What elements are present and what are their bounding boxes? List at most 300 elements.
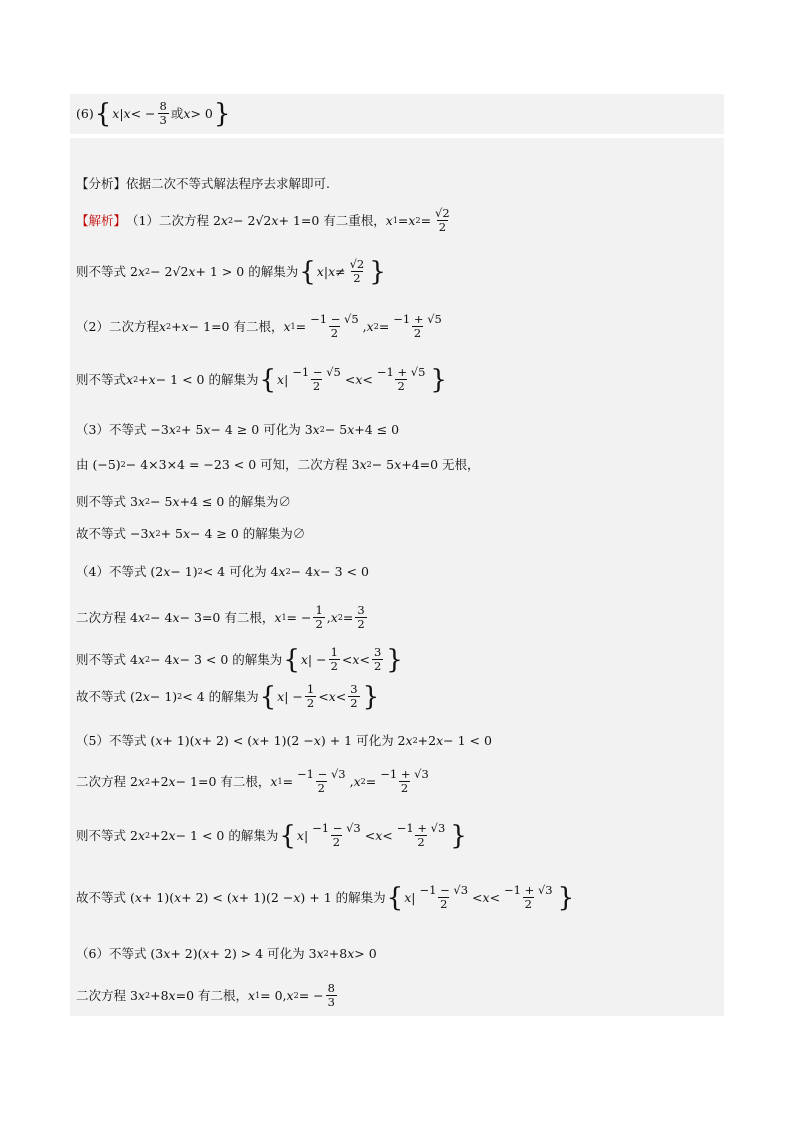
text-run: = bbox=[295, 318, 307, 334]
text-run: < bbox=[364, 827, 376, 843]
math-line-l13 bbox=[76, 683, 380, 710]
text-run: ≠ bbox=[335, 263, 346, 279]
text-run: − 1 < 0 的解集为 bbox=[155, 371, 259, 387]
text-run: | bbox=[303, 827, 309, 843]
text-run: − 5 bbox=[371, 457, 395, 472]
fraction bbox=[308, 313, 361, 340]
denominator: 2 bbox=[438, 220, 447, 234]
text-run: | bbox=[119, 105, 124, 121]
math-variable: x bbox=[277, 371, 285, 387]
text-run: =0 有二根， bbox=[175, 987, 248, 1003]
denominator: 2 bbox=[524, 897, 532, 911]
math-line-l19 bbox=[76, 982, 339, 1009]
subscript: 2 bbox=[373, 321, 379, 331]
fraction bbox=[326, 982, 337, 1009]
subscript: 1 bbox=[277, 776, 283, 786]
math-variable: x bbox=[182, 526, 191, 541]
text-run: < bbox=[472, 889, 483, 905]
math-variable: x bbox=[278, 564, 286, 579]
superscript: 2 bbox=[145, 266, 151, 276]
math-variable: x bbox=[142, 688, 150, 704]
text-run: − 3 < 0 的解集为 bbox=[179, 651, 283, 667]
text-run: + 2) < ( bbox=[201, 733, 253, 748]
math-variable: x bbox=[172, 494, 180, 509]
text-run: +2 bbox=[150, 827, 169, 843]
math-variable: x bbox=[352, 651, 360, 667]
set-brace: { bbox=[299, 256, 316, 287]
denominator: 2 bbox=[413, 326, 422, 340]
text-run: < 4 的解集为 bbox=[182, 688, 259, 704]
denominator: 2 bbox=[353, 271, 361, 285]
text-run: 二次方程 2 bbox=[76, 773, 138, 789]
math-line-l0 bbox=[76, 100, 231, 127]
denominator: 2 bbox=[373, 659, 382, 673]
math-variable: x bbox=[231, 889, 239, 905]
math-variable: x bbox=[482, 889, 490, 905]
text-run: − 2√2 bbox=[150, 263, 189, 279]
text-run: = bbox=[365, 773, 377, 789]
fraction bbox=[290, 366, 343, 393]
fraction bbox=[305, 683, 316, 710]
text-run: + bbox=[138, 371, 149, 387]
math-variable: x bbox=[330, 609, 338, 625]
math-line-l16 bbox=[76, 822, 468, 849]
text-run: − 2√2 bbox=[233, 212, 272, 228]
text-run: | bbox=[323, 263, 329, 279]
fraction bbox=[372, 646, 383, 673]
numerator: −1 + √5 bbox=[376, 365, 426, 379]
superscript: 2 bbox=[166, 321, 172, 331]
text-run: − 1=0 有二根， bbox=[188, 318, 284, 334]
text-run: （5）不等式 ( bbox=[76, 733, 156, 748]
math-variable: x bbox=[300, 651, 308, 667]
section-label: 【分析】 bbox=[76, 176, 127, 191]
math-line-l11 bbox=[76, 604, 369, 631]
numerator: −1 + √5 bbox=[393, 312, 442, 326]
text-run: （3）不等式 −3 bbox=[76, 422, 169, 437]
text-run: < bbox=[335, 688, 347, 704]
numerator: −1 + √3 bbox=[396, 821, 446, 835]
text-run: 故不等式 (2 bbox=[76, 688, 143, 704]
denominator: 2 bbox=[417, 835, 425, 849]
text-run: +2 bbox=[150, 773, 169, 789]
text-run: < bbox=[344, 371, 356, 387]
fraction bbox=[158, 100, 169, 127]
text-run: （4）不等式 (2 bbox=[76, 564, 164, 579]
math-variable: x bbox=[112, 105, 120, 121]
math-variable: x bbox=[163, 946, 171, 961]
text-run: + 1)( bbox=[162, 733, 195, 748]
numerator: 3 bbox=[373, 645, 382, 659]
math-variable: x bbox=[283, 318, 291, 334]
text-run: 则不等式 4 bbox=[76, 651, 138, 667]
math-line-l12 bbox=[76, 646, 404, 673]
math-variable: x bbox=[313, 564, 321, 579]
text-run: 由 (−5) bbox=[76, 457, 121, 472]
math-line-l10 bbox=[76, 564, 369, 580]
text-run: (6) bbox=[76, 105, 94, 121]
text-run: = bbox=[342, 609, 354, 625]
text-run: < bbox=[341, 651, 353, 667]
math-variable: x bbox=[385, 212, 393, 228]
text-run: = 0, bbox=[260, 987, 287, 1003]
math-variable: x bbox=[137, 651, 145, 667]
text-run: , bbox=[326, 609, 331, 625]
text-run: + 1)( bbox=[141, 889, 175, 905]
superscript: 2 bbox=[120, 460, 126, 469]
math-variable: x bbox=[137, 987, 145, 1003]
fraction bbox=[329, 646, 340, 673]
denominator: 2 bbox=[332, 835, 341, 849]
superscript: 2 bbox=[145, 830, 151, 840]
math-variable: x bbox=[296, 827, 304, 843]
denominator: 2 bbox=[317, 781, 325, 795]
set-brace: } bbox=[450, 820, 467, 851]
text-run: < bbox=[359, 651, 370, 667]
math-variable: x bbox=[366, 318, 374, 334]
numerator: √2 bbox=[349, 257, 365, 271]
text-run: | − bbox=[307, 651, 327, 667]
set-brace: { bbox=[259, 681, 277, 712]
numerator: 1 bbox=[330, 645, 338, 659]
superscript: 2 bbox=[177, 691, 183, 701]
text-run: + 2) > 4 可化为 3 bbox=[209, 946, 317, 961]
math-line-l18 bbox=[76, 946, 377, 962]
text-run: （2）二次方程 bbox=[76, 318, 159, 334]
math-variable: x bbox=[137, 773, 145, 789]
text-run: , bbox=[362, 318, 367, 334]
text-run: = bbox=[378, 318, 390, 334]
subscript: 2 bbox=[415, 215, 421, 225]
text-run: − 4 bbox=[290, 564, 314, 579]
superscript: 2 bbox=[285, 567, 291, 576]
math-line-l6 bbox=[76, 422, 399, 438]
math-variable: x bbox=[394, 457, 402, 472]
math-variable: x bbox=[168, 422, 176, 437]
text-run: < bbox=[489, 889, 501, 905]
denominator: 2 bbox=[400, 781, 409, 795]
numerator: 3 bbox=[350, 682, 358, 696]
math-variable: x bbox=[286, 987, 294, 1003]
text-run: > 0 bbox=[190, 105, 213, 121]
denominator: 2 bbox=[330, 659, 338, 673]
superscript: 2 bbox=[412, 736, 418, 745]
text-run: − 4 ≥ 0 的解集为∅ bbox=[190, 526, 306, 541]
text-run: = bbox=[397, 212, 409, 228]
math-variable: x bbox=[183, 105, 191, 121]
fraction bbox=[348, 683, 359, 710]
math-variable: x bbox=[126, 371, 134, 387]
math-variable: x bbox=[347, 946, 355, 961]
text-run: （1）二次方程 2 bbox=[126, 212, 221, 228]
math-variable: x bbox=[158, 318, 167, 334]
fraction bbox=[378, 768, 431, 795]
set-brace: } bbox=[430, 364, 447, 395]
math-variable: x bbox=[172, 651, 180, 667]
fraction bbox=[355, 604, 366, 631]
subscript: 1 bbox=[281, 612, 287, 622]
text-run: | bbox=[284, 371, 289, 387]
math-variable: x bbox=[355, 371, 363, 387]
math-variable: x bbox=[316, 263, 324, 279]
math-variable: x bbox=[137, 827, 145, 843]
text-run: ) + 1 可化为 2 bbox=[320, 733, 406, 748]
superscript: 2 bbox=[155, 529, 161, 538]
math-variable: x bbox=[148, 526, 156, 541]
math-variable: x bbox=[375, 827, 383, 843]
superscript: 2 bbox=[145, 612, 151, 622]
text-run: − 4 bbox=[150, 651, 173, 667]
math-line-l15 bbox=[76, 768, 433, 795]
text-run: + 2)( bbox=[170, 946, 203, 961]
set-brace: { bbox=[94, 98, 112, 129]
superscript: 2 bbox=[145, 776, 151, 786]
fraction bbox=[391, 313, 444, 340]
math-variable: x bbox=[202, 946, 210, 961]
denominator: 2 bbox=[440, 897, 448, 911]
math-variable: x bbox=[155, 733, 163, 748]
math-line-l5 bbox=[76, 366, 448, 393]
denominator: 2 bbox=[306, 696, 315, 710]
math-variable: x bbox=[163, 564, 171, 579]
fraction bbox=[313, 604, 324, 631]
denominator: 3 bbox=[327, 995, 335, 1009]
set-brace: { bbox=[259, 364, 277, 395]
superscript: 2 bbox=[145, 497, 151, 506]
math-variable: x bbox=[404, 889, 412, 905]
math-variable: x bbox=[252, 733, 260, 748]
denominator: 2 bbox=[350, 696, 358, 710]
text-run: + 1=0 有二重根， bbox=[278, 212, 386, 228]
subscript: 1 bbox=[392, 215, 398, 225]
text-run: + 2) < ( bbox=[181, 889, 232, 905]
text-run: − 1 < 0 bbox=[443, 733, 492, 748]
subscript: 2 bbox=[360, 776, 366, 786]
math-line-l4 bbox=[76, 313, 446, 340]
text-run: < bbox=[318, 688, 329, 704]
superscript: 2 bbox=[227, 215, 234, 225]
math-variable: x bbox=[172, 609, 180, 625]
superscript: 2 bbox=[133, 374, 139, 384]
text-run: +4 ≤ 0 的解集为∅ bbox=[179, 494, 291, 509]
set-brace: } bbox=[213, 98, 231, 129]
text-run: , bbox=[349, 773, 354, 789]
math-variable: x bbox=[134, 889, 142, 905]
text-run: − 1=0 有二根， bbox=[175, 773, 271, 789]
text-run: 或 bbox=[170, 105, 184, 121]
set-brace: { bbox=[386, 882, 404, 913]
math-line-l1 bbox=[76, 176, 330, 192]
math-variable: x bbox=[174, 889, 182, 905]
text-run: = bbox=[420, 212, 432, 228]
text-run: +4=0 无根， bbox=[401, 457, 480, 472]
numerator: 1 bbox=[315, 603, 323, 617]
fraction bbox=[375, 366, 428, 393]
text-run: > 0 bbox=[354, 946, 377, 961]
math-variable: x bbox=[271, 212, 279, 228]
text-run: 故不等式 −3 bbox=[76, 526, 149, 541]
math-variable: x bbox=[277, 688, 285, 704]
set-brace: } bbox=[369, 256, 386, 287]
text-run: + 1)(2 − bbox=[259, 733, 314, 748]
text-run: | bbox=[411, 889, 416, 905]
text-run: 二次方程 3 bbox=[76, 987, 138, 1003]
superscript: 2 bbox=[175, 425, 182, 434]
text-run: （6）不等式 (3 bbox=[76, 946, 164, 961]
math-line-l14 bbox=[76, 733, 492, 749]
text-run: − 3=0 有二根， bbox=[179, 609, 275, 625]
math-variable: x bbox=[248, 987, 256, 1003]
numerator: 8 bbox=[159, 99, 167, 113]
fraction bbox=[433, 207, 452, 234]
text-run: − 1) bbox=[170, 564, 198, 579]
numerator: −1 − √3 bbox=[297, 767, 346, 781]
math-line-l3 bbox=[76, 258, 387, 285]
superscript: 2 bbox=[319, 425, 325, 434]
superscript: 2 bbox=[197, 567, 203, 576]
denominator: 2 bbox=[397, 379, 405, 393]
text-run: − 1) bbox=[149, 688, 178, 704]
text-run: 依据二次不等式解法程序去求解即可. bbox=[126, 176, 330, 191]
math-variable: x bbox=[137, 263, 145, 279]
text-run: − 3 < 0 bbox=[320, 564, 369, 579]
math-variable: x bbox=[359, 457, 367, 472]
denominator: 3 bbox=[159, 113, 167, 127]
math-variable: x bbox=[203, 422, 211, 437]
numerator: 3 bbox=[357, 603, 365, 617]
math-variable: x bbox=[168, 987, 176, 1003]
math-variable: x bbox=[274, 609, 282, 625]
numerator: −1 − √5 bbox=[310, 312, 359, 326]
text-run: − 1 < 0 的解集为 bbox=[175, 827, 279, 843]
text-run: 则不等式 3 bbox=[76, 494, 138, 509]
math-variable: x bbox=[123, 105, 131, 121]
subscript: 2 bbox=[337, 612, 343, 622]
numerator: −1 − √3 bbox=[419, 883, 469, 897]
math-variable: x bbox=[408, 212, 416, 228]
math-line-l17 bbox=[76, 884, 575, 911]
math-variable: x bbox=[347, 422, 355, 437]
superscript: 2 bbox=[145, 990, 151, 1000]
fraction bbox=[502, 884, 555, 911]
subscript: 1 bbox=[290, 321, 296, 331]
math-variable: x bbox=[181, 318, 189, 334]
math-variable: x bbox=[328, 688, 336, 704]
text-run: − 4 bbox=[150, 609, 173, 625]
denominator: 2 bbox=[312, 379, 321, 393]
math-variable: x bbox=[313, 733, 321, 748]
fraction bbox=[417, 884, 470, 911]
text-run: + 1)(2 − bbox=[238, 889, 294, 905]
math-variable: x bbox=[436, 733, 444, 748]
text-run: = − bbox=[298, 987, 324, 1003]
numerator: √2 bbox=[435, 206, 450, 220]
math-variable: x bbox=[353, 773, 361, 789]
math-line-l8 bbox=[76, 494, 291, 510]
text-run: 故不等式 ( bbox=[76, 889, 135, 905]
numerator: −1 − √3 bbox=[312, 821, 361, 835]
numerator: 8 bbox=[327, 981, 335, 995]
text-run: 则不等式 bbox=[76, 371, 127, 387]
text-run: = − bbox=[286, 609, 312, 625]
fraction bbox=[295, 768, 348, 795]
set-brace: { bbox=[279, 820, 296, 851]
text-run: + 5 bbox=[160, 526, 183, 541]
denominator: 2 bbox=[357, 617, 365, 631]
superscript: 2 bbox=[145, 654, 151, 664]
fraction bbox=[348, 258, 367, 285]
math-line-l2 bbox=[76, 207, 454, 234]
text-run: +8 bbox=[328, 946, 348, 961]
math-line-l9 bbox=[76, 526, 305, 542]
math-variable: x bbox=[270, 773, 278, 789]
math-variable: x bbox=[168, 773, 176, 789]
fraction bbox=[310, 822, 363, 849]
text-run: | − bbox=[284, 688, 303, 704]
math-variable: x bbox=[405, 733, 413, 748]
text-run: < bbox=[362, 371, 373, 387]
subscript: 1 bbox=[255, 990, 261, 1000]
text-run: 二次方程 4 bbox=[76, 609, 138, 625]
text-run: − 4×3×4 = −23 < 0 可知，二次方程 3 bbox=[125, 457, 360, 472]
section-label-analysis: 【解析】 bbox=[76, 212, 127, 228]
numerator: 1 bbox=[306, 682, 315, 696]
text-run: +8 bbox=[150, 987, 169, 1003]
numerator: −1 + √3 bbox=[504, 883, 553, 897]
math-variable: x bbox=[312, 422, 320, 437]
math-variable: x bbox=[328, 263, 336, 279]
math-variable: x bbox=[293, 889, 301, 905]
numerator: −1 − √5 bbox=[292, 365, 341, 379]
math-variable: x bbox=[188, 263, 196, 279]
math-variable: x bbox=[220, 212, 228, 228]
numerator: −1 + √3 bbox=[380, 767, 429, 781]
text-run: − 5 bbox=[324, 422, 348, 437]
text-run: + bbox=[171, 318, 182, 334]
math-variable: x bbox=[168, 827, 176, 843]
math-variable: x bbox=[137, 609, 145, 625]
text-run: + 5 bbox=[181, 422, 204, 437]
text-run: +4 ≤ 0 bbox=[354, 422, 400, 437]
math-variable: x bbox=[137, 494, 145, 509]
text-run: − 5 bbox=[150, 494, 173, 509]
text-run: < bbox=[382, 827, 393, 843]
set-brace: } bbox=[557, 882, 575, 913]
text-run: < 4 可化为 4 bbox=[202, 564, 279, 579]
superscript: 2 bbox=[366, 460, 372, 469]
math-variable: x bbox=[194, 733, 202, 748]
set-brace: } bbox=[362, 681, 380, 712]
text-run: ) + 1 的解集为 bbox=[300, 889, 386, 905]
text-run: < − bbox=[130, 105, 156, 121]
subscript: 2 bbox=[293, 990, 299, 1000]
math-line-l7 bbox=[76, 457, 480, 473]
superscript: 2 bbox=[323, 949, 329, 958]
denominator: 2 bbox=[315, 617, 323, 631]
set-brace: } bbox=[386, 644, 403, 675]
text-run: = bbox=[282, 773, 294, 789]
denominator: 2 bbox=[330, 326, 339, 340]
math-variable: x bbox=[148, 371, 156, 387]
math-variable: x bbox=[316, 946, 324, 961]
text-run: +2 bbox=[417, 733, 437, 748]
text-run: 则不等式 2 bbox=[76, 263, 138, 279]
set-brace: { bbox=[283, 644, 300, 675]
text-run: 则不等式 2 bbox=[76, 827, 138, 843]
fraction bbox=[395, 822, 448, 849]
text-run: − 4 ≥ 0 可化为 3 bbox=[210, 422, 313, 437]
text-run: + 1 > 0 的解集为 bbox=[195, 263, 299, 279]
